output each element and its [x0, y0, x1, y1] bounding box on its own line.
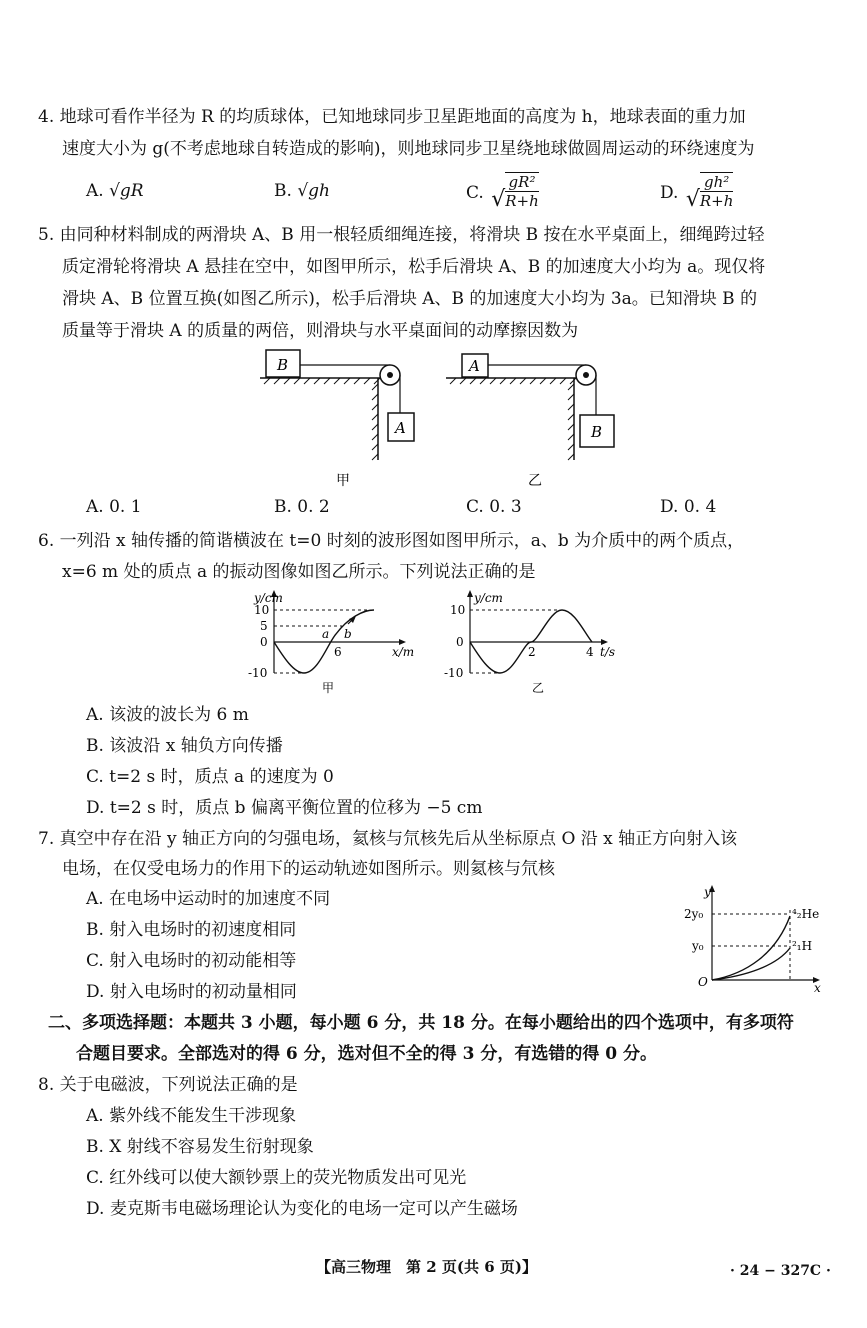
q5-figures	[250, 345, 630, 495]
q6-jia-xlabel: x/m	[392, 645, 415, 659]
q5-line-2: 质定滑轮将滑块 A 悬挂在空中，如图甲所示，松手后滑块 A、B 的加速度大小均为 a。现仅将	[62, 257, 766, 277]
q5-line-4: 质量等于滑块 A 的质量的两倍，则滑块与水平桌面间的动摩擦因数为	[62, 321, 579, 341]
q5-line-1: 5. 由同种材料制成的两滑块 A、B 用一根轻质细绳连接，将滑块 B 按在水平桌面上，细绳跨过轻	[38, 225, 765, 245]
q8-option-d: D. 麦克斯韦电磁场理论认为变化的电场一定可以产生磁场	[86, 1199, 518, 1219]
section-2-line-2: 合题目要求。全部选对的得 6 分，选对但不全的得 3 分，有选错的得 0 分。	[76, 1044, 657, 1064]
q8-option-c: C. 红外线可以使大额钞票上的荧光物质发出可见光	[86, 1168, 467, 1188]
q4-line-1: 4. 地球可看作半径为 R 的均质球体，已知地球同步卫星距地面的高度为 h，地球表面的重力加	[38, 107, 746, 127]
q6-jia-point-a: a	[322, 627, 330, 641]
q5-yi-block-top-label: A	[469, 357, 480, 375]
q6-yi-tick-0: 0	[456, 635, 464, 649]
q7-figure	[676, 882, 836, 994]
q7-h-trajectory	[712, 948, 790, 980]
q8-option-b: B. X 射线不容易发生衍射现象	[86, 1137, 314, 1157]
q6-option-b: B. 该波沿 x 轴负方向传播	[86, 736, 283, 756]
q4-option-d-label: D.	[660, 183, 679, 203]
q4-option-d-denominator: R+h	[699, 192, 734, 210]
q6-figure-jia	[248, 590, 414, 695]
q7-tick-2y0: 2y₀	[684, 907, 704, 921]
q6-jia-tick-5: 5	[260, 619, 268, 633]
q7-h-label: ²₁H	[792, 939, 813, 953]
page-footer-code: · 24 − 327C ·	[730, 1263, 831, 1279]
q6-yi-tick-2: 2	[528, 645, 536, 659]
q5-yi-block-hang-label: B	[591, 423, 603, 441]
q6-jia-point-b: b	[344, 627, 352, 641]
q6-yi-tick-neg10: -10	[444, 666, 464, 680]
q5-option-b: B. 0. 2	[274, 497, 330, 517]
q7-option-b: B. 射入电场时的初速度相同	[86, 920, 297, 940]
q6-yi-ylabel: y/cm	[474, 591, 503, 605]
q6-figures	[218, 588, 638, 698]
q7-x-label: x	[814, 981, 821, 994]
q4-option-d-numerator: gh²	[700, 173, 734, 192]
q7-y-label: y	[704, 885, 711, 899]
q4-option-a-math: √gR	[109, 181, 144, 201]
q5-option-c: C. 0. 3	[466, 497, 522, 517]
q6-jia-tick-10: 10	[254, 603, 270, 617]
q6-jia-caption: 甲	[322, 681, 335, 695]
q5-jia-block-hang-label: A	[395, 419, 406, 437]
q4-option-c-denominator: R+h	[505, 192, 539, 210]
q5-line-3: 滑块 A、B 位置互换(如图乙所示)，松手后滑块 A、B 的加速度大小均为 3a。已知滑块 B 的	[62, 289, 758, 309]
q5-figure-yi	[446, 354, 614, 489]
q5-option-d: D. 0. 4	[660, 497, 717, 517]
q4-option-d: D. √ $\frac{\text{gh²}}{R+h}$	[660, 173, 734, 212]
q4-option-a	[86, 180, 144, 202]
q7-he-trajectory	[712, 916, 790, 980]
q7-option-c: C. 射入电场时的初动能相等	[86, 951, 297, 971]
q6-option-c: C. t=2 s 时，质点 a 的速度为 0	[86, 767, 334, 787]
q8-option-a: A. 紫外线不能发生干涉现象	[86, 1106, 297, 1126]
q6-figure-yi	[444, 590, 615, 695]
q7-option-d: D. 射入电场时的初动量相同	[86, 982, 297, 1002]
q7-line-2: 电场，在仅受电场力的作用下的运动轨迹如图所示。则氦核与氘核	[62, 859, 555, 879]
q4-option-c-numerator: gR²	[505, 173, 539, 192]
q6-option-a: A. 该波的波长为 6 m	[86, 705, 249, 725]
q6-yi-tick-10: 10	[450, 603, 466, 617]
q6-jia-tick-6: 6	[334, 645, 342, 659]
q6-line-1: 6. 一列沿 x 轴传播的简谐横波在 t=0 时刻的波形图如图甲所示，a、b 为介质中的两个质点，	[38, 531, 745, 551]
q6-option-d: D. t=2 s 时，质点 b 偏离平衡位置的位移为 −5 cm	[86, 798, 483, 818]
q6-line-2: x=6 m 处的质点 a 的振动图像如图乙所示。下列说法正确的是	[62, 562, 536, 582]
q6-jia-tick-neg10: -10	[248, 666, 268, 680]
q6-jia-tick-0: 0	[260, 635, 268, 649]
q4-option-c: C. √ $\frac{\text{gR²}}{R+h}$	[466, 173, 539, 212]
q7-he-label: ⁴₂He	[792, 907, 820, 921]
q7-tick-y0: y₀	[692, 939, 704, 953]
q7-option-a: A. 在电场中运动时的加速度不同	[86, 889, 331, 909]
section-2-line-1: 二、多项选择题：本题共 3 小题，每小题 6 分，共 18 分。在每小题给出的四个选项中，有多项符	[48, 1013, 794, 1033]
q7-origin-label: O	[698, 975, 708, 989]
page-footer-center: 【高三物理 第 2 页(共 6 页)】	[316, 1258, 537, 1276]
q4-option-b	[274, 180, 330, 202]
q6-yi-xlabel: t/s	[600, 645, 616, 659]
q6-yi-tick-4: 4	[586, 645, 594, 659]
q7-line-1: 7. 真空中存在沿 y 轴正方向的匀强电场，氦核与氘核先后从坐标原点 O 沿 x 轴正方向射入该	[38, 829, 738, 849]
q4-line-2: 速度大小为 g(不考虑地球自转造成的影响)，则地球同步卫星绕地球做圆周运动的环绕速度为	[62, 139, 755, 159]
q5-option-a: A. 0. 1	[86, 497, 142, 517]
q6-jia-ylabel: y/cm	[254, 591, 283, 605]
q4-option-b-math: √gh	[297, 181, 330, 201]
q5-jia-caption: 甲	[336, 473, 350, 489]
q4-option-a-label: A.	[86, 181, 104, 201]
q5-yi-caption: 乙	[528, 473, 542, 489]
q5-figure-jia	[260, 350, 414, 489]
q5-jia-block-top-label: B	[277, 356, 289, 374]
q4-option-b-label: B.	[274, 181, 292, 201]
q8-line-1: 8. 关于电磁波，下列说法正确的是	[38, 1075, 298, 1095]
q4-option-c-label: C.	[466, 183, 484, 203]
q6-yi-caption: 乙	[532, 681, 545, 695]
